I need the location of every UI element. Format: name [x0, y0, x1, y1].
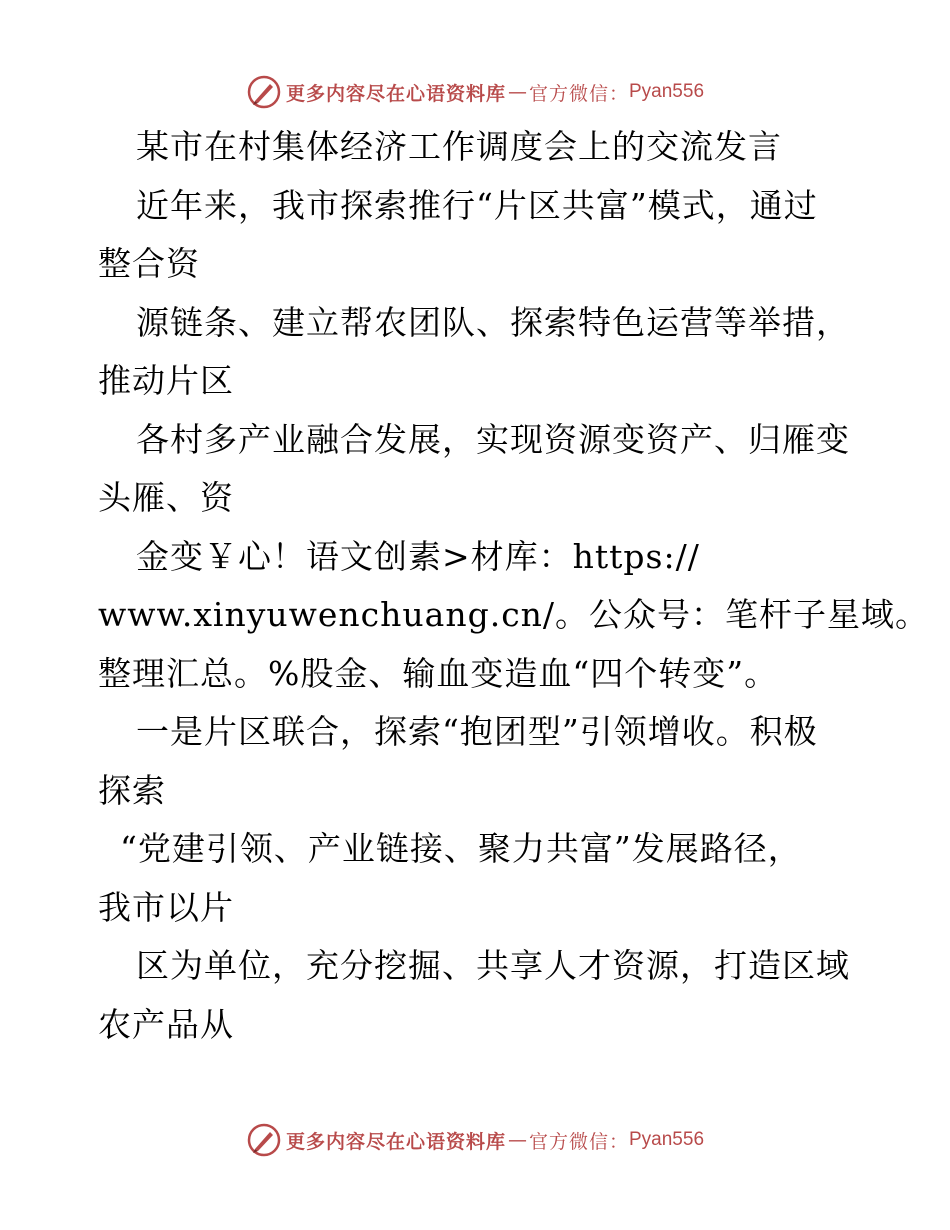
paragraph-line: www.xinyuwenchuang.cn/。公众号：笔杆子星域。	[98, 595, 930, 634]
paragraph-line: 农产品从	[98, 1004, 234, 1044]
document-title: 某市在村集体经济工作调度会上的交流发言	[136, 127, 782, 166]
header-banner	[0, 72, 950, 112]
footer-brand: 更多内容尽在心语资料库	[285, 1130, 506, 1153]
paragraph-line: 整合资	[98, 244, 200, 283]
header-wechat-label: 官方微信：	[528, 82, 629, 105]
paragraph-line: 探索	[98, 770, 166, 810]
paragraph-line: “党建引领、产业链接、聚力共富”发展路径，	[120, 829, 802, 868]
header-brand: 更多内容尽在心语资料库	[285, 82, 506, 105]
paragraph-line: 近年来，我市探索推行“片区共富”模式，通过	[136, 185, 818, 225]
footer-banner	[0, 1120, 950, 1160]
paragraph-line: 一是片区联合，探索“抱团型”引领增收。积极	[136, 712, 818, 751]
footer-separator: —	[507, 1129, 527, 1151]
paragraph-line: 整理汇总。%股金、输血变造血“四个转变”。	[98, 653, 779, 693]
paragraph-line: 源链条、建立帮农团队、探索特色运营等举措，	[136, 302, 850, 342]
document-body	[98, 118, 930, 1054]
footer-handle: Pyan556	[629, 1129, 705, 1150]
header-separator: —	[507, 81, 527, 103]
footer-wechat-label: 官方微信：	[528, 1130, 629, 1153]
pen-logo-icon	[246, 1122, 282, 1158]
header-handle: Pyan556	[629, 81, 705, 102]
paragraph-line: 头雁、资	[98, 478, 234, 517]
paragraph-line: 各村多产业融合发展，实现资源变资产、归雁变	[136, 419, 850, 459]
paragraph-line: 区为单位，充分挖掘、共享人才资源，打造区域	[136, 946, 850, 985]
paragraph-line: 我市以片	[98, 887, 234, 927]
pen-logo-icon	[246, 74, 282, 110]
paragraph-line: 推动片区	[98, 361, 234, 400]
paragraph-line: 金变￥心！语文创素>材库：https://	[136, 536, 700, 576]
